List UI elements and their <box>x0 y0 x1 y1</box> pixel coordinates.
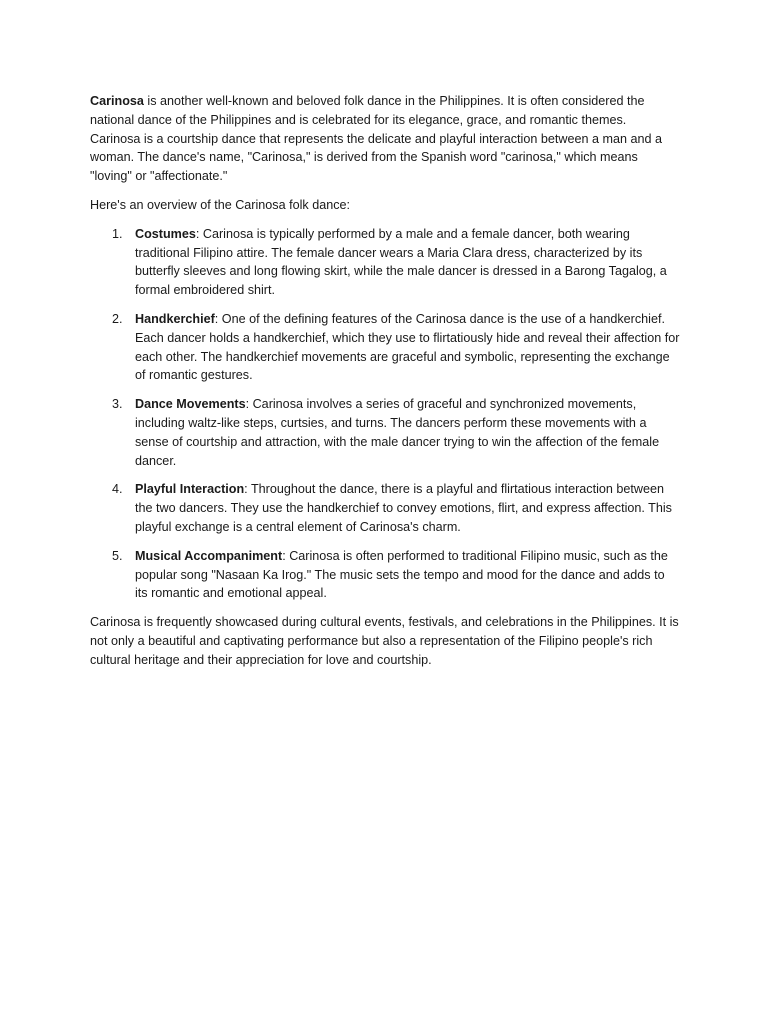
intro-text: is another well-known and beloved folk dance in the Philippines. It is often considered the national dance of the Philippines and is celebrated for its elegance, grace, and romantic themes. Carinosa is a courtship dance that represents the delicate and playful interaction between a man and a woman. The dance's name, "Carinosa," is derived from the Spanish word "carinosa," which means "loving" or "affectionate." <box>90 94 662 184</box>
conclusion-paragraph: Carinosa is frequently showcased during cultural events, festivals, and celebrations in the Philippines. It is not only a beautiful and captivating performance but also a representation of the Filipino people's rich cultural heritage and their appreciation for love and courtship. <box>90 615 679 667</box>
list-item-text: : One of the defining features of the Carinosa dance is the use of a handkerchief. Each dancer holds a handkerchief, which they use to flirtatiously hide and reveal their affection for each other. The handkerchief movements are graceful and symbolic, representing the exchange of romantic gestures. <box>135 311 680 383</box>
list-item-number: 2. <box>112 311 123 326</box>
list-item-number: 3. <box>112 397 123 412</box>
list-item-text: : Carinosa involves a series of graceful and synchronized movements, including waltz-like steps, curtsies, and turns. The dancers perform these movements with a sense of courtship and attraction, with the male dancer trying to win the affection of the female dancer. <box>135 397 660 468</box>
overview-intro: Here's an overview of the Carinosa folk dance: <box>90 197 351 212</box>
list-item-dance-movements <box>90 395 680 470</box>
list-item-number: 4. <box>112 482 123 497</box>
list-item-costumes <box>90 225 680 300</box>
list-item-text: : Carinosa is often performed to traditional Filipino music, such as the popular song "Nasaan Ka Irog." The music sets the tempo and mood for the dance and adds to its romantic and emotional appeal. <box>135 548 668 601</box>
list-item-text: : Carinosa is typically performed by a male and a female dancer, both wearing traditional Filipino attire. The female dancer wears a Maria Clara dress, characterized by its butterfly sleeves and long flowing skirt, while the male dancer is dressed in a Barong Tagalog, a formal embroidered shirt. <box>135 226 667 298</box>
list-item-handkerchief <box>90 310 680 385</box>
list-item-text: : Throughout the dance, there is a playful and flirtatious interaction between the two dancers. They use the handkerchief to convey emotions, flirt, and express affection. This playful exchange is a central element of Carinosa's charm. <box>135 482 672 534</box>
list-item-title: Playful Interaction <box>135 482 245 497</box>
list-item-title: Handkerchief <box>135 311 215 326</box>
list-item-number: 5. <box>112 548 123 563</box>
list-item-musical-accompaniment <box>90 547 680 603</box>
list-item-playful-interaction <box>90 480 680 536</box>
list-item-title: Dance Movements <box>135 397 246 412</box>
list-item-number: 1. <box>112 226 123 241</box>
list-item-title: Costumes <box>135 226 196 241</box>
intro-paragraph <box>90 92 680 186</box>
list-item-title: Musical Accompaniment <box>135 548 283 563</box>
document-page <box>90 92 680 680</box>
overview-list <box>90 225 680 603</box>
intro-term: Carinosa <box>90 94 144 108</box>
